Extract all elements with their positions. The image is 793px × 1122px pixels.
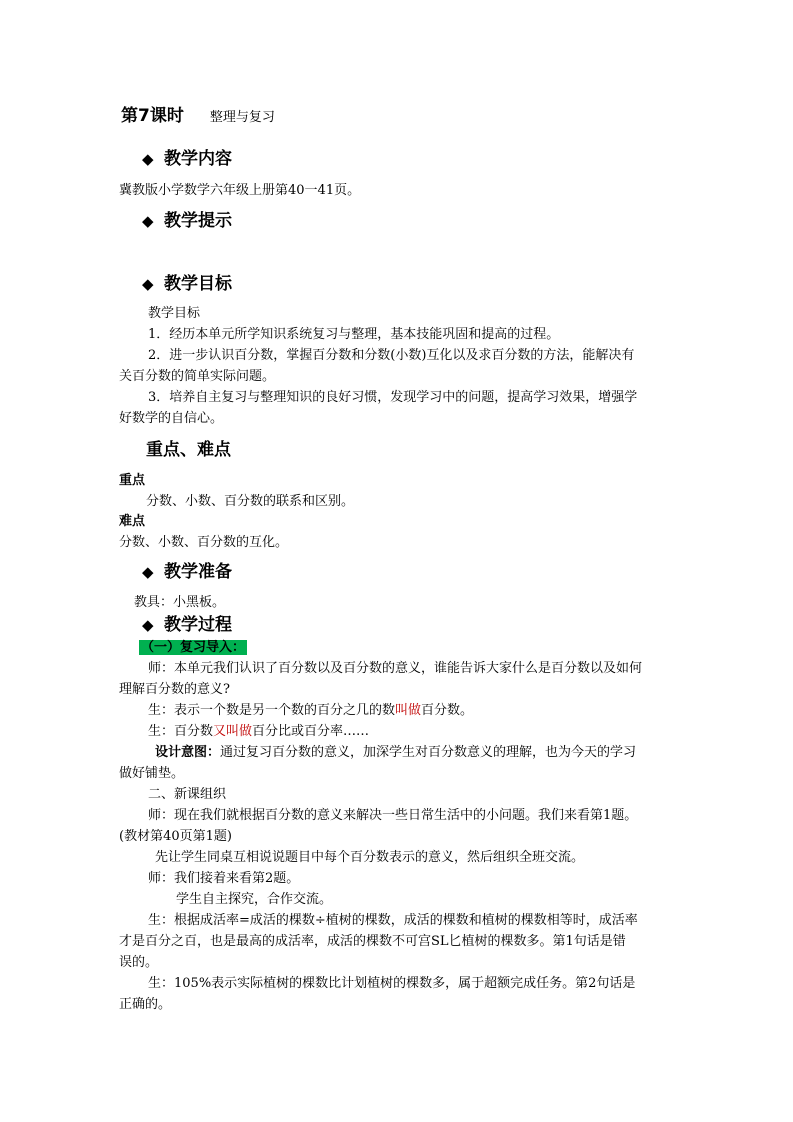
part1-label bbox=[139, 638, 247, 658]
goal-3b: 好数学的自信心。 bbox=[119, 411, 224, 426]
process-p4: 设计意图：通过复习百分数的意义，加深学生对百分数意义的理解，也为今天的学习 bbox=[155, 745, 637, 760]
process-p7: 先让学生同桌互相说说题目中每个百分数表示的意义，然后组织全班交流。 bbox=[155, 850, 585, 865]
design-intent-label: 设计意图： bbox=[155, 745, 221, 760]
section-heading-content: ◆ 教学内容 bbox=[142, 149, 232, 169]
goal-1: 1．经历本单元所学知识系统复习与整理，基本技能巩固和提高的过程。 bbox=[148, 327, 560, 342]
process-p11b: 正确的。 bbox=[119, 997, 172, 1012]
process-p10c: 误的。 bbox=[119, 955, 159, 970]
process-p8: 师：我们接着来看第2题。 bbox=[148, 871, 300, 886]
key-text: 分数、小数、百分数的联系和区别。 bbox=[146, 494, 355, 509]
section-heading-process: ◆ 教学过程 bbox=[142, 615, 232, 635]
process-p1b: 理解百分数的意义? bbox=[119, 682, 230, 697]
process-p10a: 生：根据成活率=成活的棵数÷植树的棵数，成活的棵数和植树的棵数相等时，成活率 bbox=[148, 913, 638, 928]
content-text: 冀教版小学数学六年级上册第40一41页。 bbox=[119, 183, 361, 198]
process-p5: 二、新课组织 bbox=[148, 787, 227, 802]
diamond-bullet-icon: ◆ bbox=[142, 212, 154, 230]
red-term: 叫做 bbox=[395, 703, 422, 718]
section-heading-hint: ◆ 教学提示 bbox=[142, 211, 232, 231]
diamond-bullet-icon: ◆ bbox=[142, 563, 154, 581]
lesson-subtitle: 整理与复习 bbox=[209, 110, 275, 125]
process-p1a: 师：本单元我们认识了百分数以及百分数的意义，谁能告诉大家什么是百分数以及如何 bbox=[148, 661, 643, 676]
process-p4b: 做好铺垫。 bbox=[119, 766, 185, 781]
process-p6b: (教材第40页第1题) bbox=[119, 829, 232, 844]
process-p6a: 师：现在我们就根据百分数的意义来解决一些日常生活中的小问题。我们来看第1题。 bbox=[148, 808, 638, 823]
section-heading-prep: ◆ 教学准备 bbox=[142, 562, 232, 582]
difficulty-text: 分数、小数、百分数的互化。 bbox=[119, 535, 289, 550]
diamond-bullet-icon: ◆ bbox=[142, 616, 154, 634]
process-p3: 生：百分数又叫做百分比或百分率…… bbox=[148, 724, 370, 739]
goals-label: 教学目标 bbox=[148, 306, 201, 321]
goal-2b: 关百分数的简单实际问题。 bbox=[119, 369, 276, 384]
section-heading-key: 重点、难点 bbox=[146, 440, 231, 460]
lesson-title: 第7课时 bbox=[121, 106, 184, 126]
process-p10b: 才是百分之百，也是最高的成活率，成活的棵数不可宫SL匕植树的棵数多。第1句话是错 bbox=[119, 934, 626, 949]
process-p2: 生：表示一个数是另一个数的百分之几的数叫做百分数。 bbox=[148, 703, 474, 718]
lesson-title-line bbox=[121, 106, 275, 128]
process-p9: 学生自主探究，合作交流。 bbox=[176, 892, 333, 907]
highlighted-label: （一）复习导入： bbox=[141, 640, 246, 655]
goal-3a: 3．培养自主复习与整理知识的良好习惯，发现学习中的问题，提高学习效果，增强学 bbox=[148, 390, 638, 405]
red-term: 又叫做 bbox=[213, 724, 253, 739]
process-p11a: 生：105%表示实际植树的棵数比计划植树的棵数多，属于超额完成任务。第2句话是 bbox=[148, 976, 636, 991]
prep-text: 教具：小黑板。 bbox=[134, 595, 226, 610]
key-label: 重点 bbox=[119, 473, 146, 488]
diamond-bullet-icon: ◆ bbox=[142, 275, 154, 293]
difficulty-label: 难点 bbox=[119, 514, 146, 529]
section-heading-goals: ◆ 教学目标 bbox=[142, 274, 232, 294]
goal-2a: 2．进一步认识百分数，掌握百分数和分数(小数)互化以及求百分数的方法，能解决有 bbox=[148, 348, 635, 363]
diamond-bullet-icon: ◆ bbox=[142, 150, 154, 168]
